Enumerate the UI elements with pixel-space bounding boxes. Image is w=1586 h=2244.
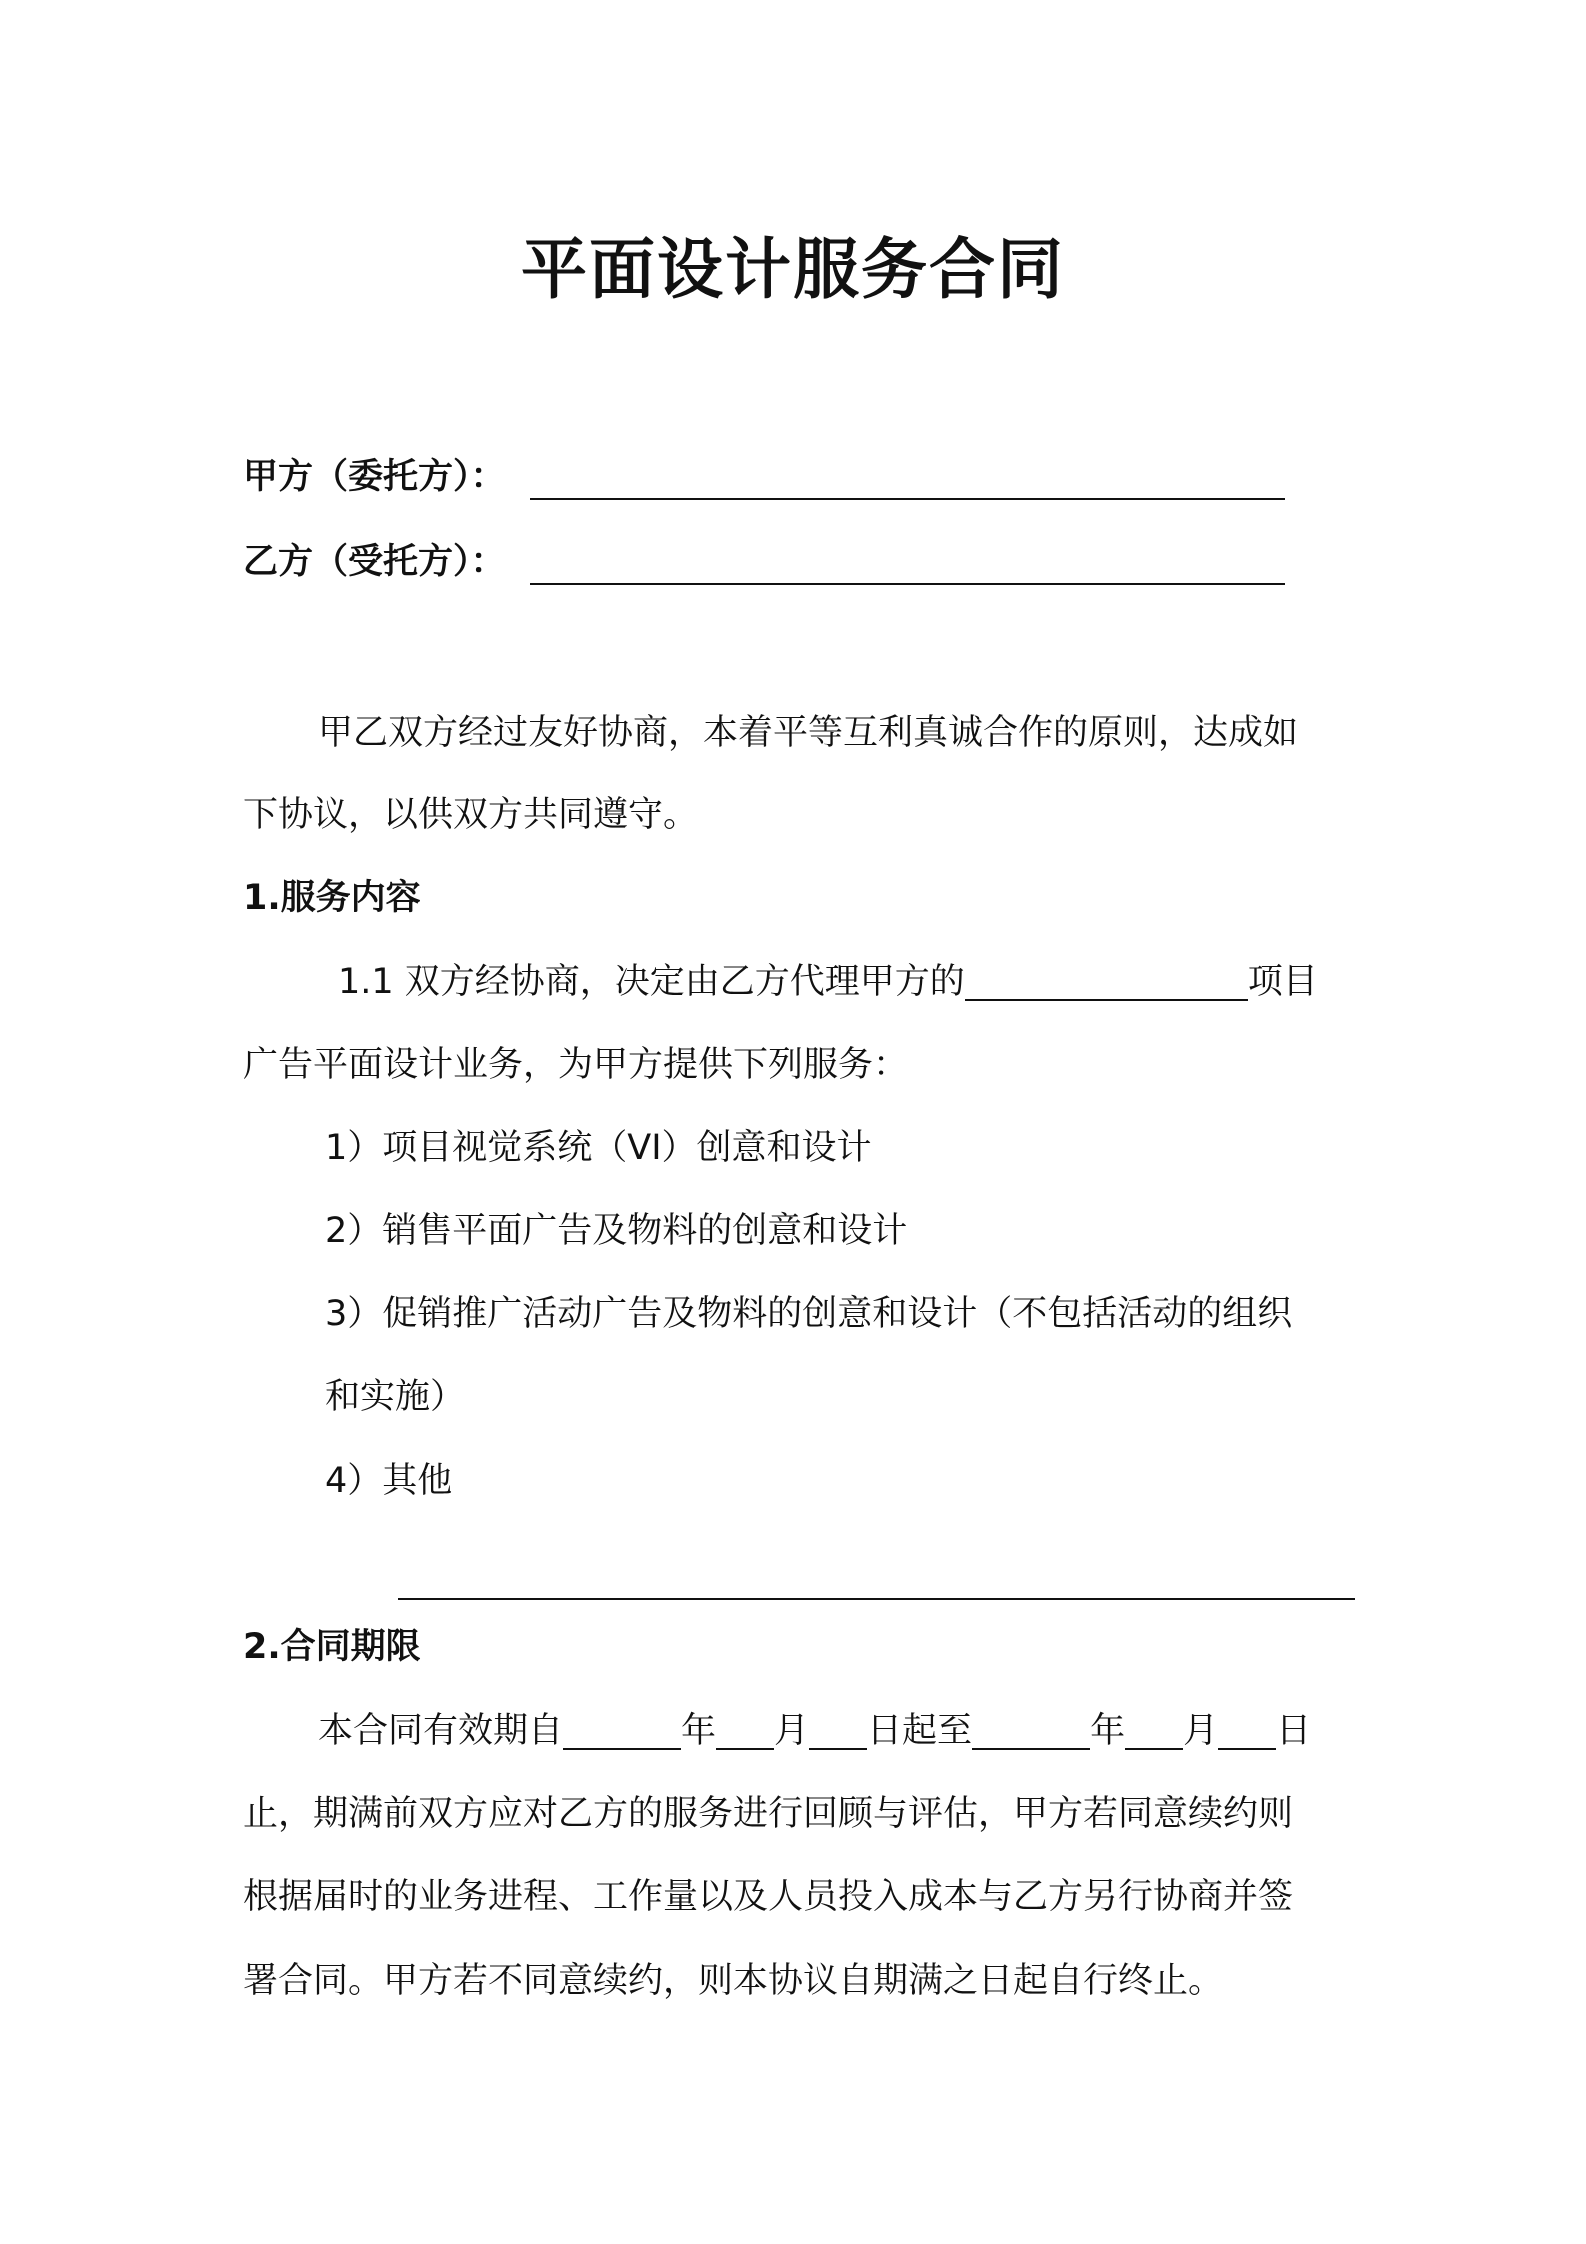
period-prefix: 本合同有效期自 [318, 1711, 564, 1751]
party-a-label: 甲方（委托方）： [243, 457, 506, 497]
start-year-label: 年 [681, 1711, 717, 1751]
party-a-blank[interactable] [530, 498, 1285, 500]
service-item-1: 1）项目视觉系统（VI）创意和设计 [325, 1128, 872, 1168]
end-year-blank[interactable] [972, 1714, 1090, 1750]
party-b-label: 乙方（受托方）： [243, 542, 506, 582]
end-day-blank[interactable] [1218, 1714, 1276, 1750]
party-b-blank[interactable] [530, 583, 1285, 585]
service-item-4: 4）其他 [325, 1461, 453, 1501]
service-item-3-cont: 和实施） [325, 1377, 466, 1417]
end-year-label: 年 [1090, 1711, 1126, 1751]
clause-1-1-text: 1.1 双方经协商，决定由乙方代理甲方的 [338, 962, 965, 1002]
intro-line-2: 下协议，以供双方共同遵守。 [243, 795, 699, 835]
start-day-blank[interactable] [809, 1714, 867, 1750]
clause-1-1-line-2: 广告平面设计业务，为甲方提供下列服务： [243, 1045, 909, 1085]
end-day-label: 日 [1276, 1711, 1312, 1751]
period-line-2: 止，期满前双方应对乙方的服务进行回顾与评估，甲方若同意续约则 [243, 1794, 1294, 1834]
clause-1-1 [338, 957, 1318, 1007]
intro-line-1: 甲乙双方经过友好协商，本着平等互利真诚合作的原则，达成如 [318, 713, 1299, 753]
end-month-blank[interactable] [1125, 1714, 1183, 1750]
start-day-label: 日起至 [867, 1711, 973, 1751]
clause-1-1-suffix: 项目 [1247, 962, 1318, 1002]
project-name-blank[interactable] [965, 965, 1248, 1001]
contract-period-line [318, 1706, 1311, 1756]
period-line-3: 根据届时的业务进程、工作量以及人员投入成本与乙方另行协商并签 [243, 1877, 1294, 1917]
start-month-label: 月 [774, 1711, 810, 1751]
end-month-label: 月 [1183, 1711, 1219, 1751]
other-services-blank[interactable] [398, 1598, 1355, 1600]
section-2-heading: 2.合同期限 [243, 1627, 421, 1667]
period-line-4: 署合同。甲方若不同意续约，则本协议自期满之日起自行终止。 [243, 1961, 1224, 2001]
start-month-blank[interactable] [716, 1714, 774, 1750]
service-item-2: 2）销售平面广告及物料的创意和设计 [325, 1211, 908, 1251]
document-title: 平面设计服务合同 [521, 231, 1065, 308]
service-item-3: 3）促销推广活动广告及物料的创意和设计（不包括活动的组织 [325, 1294, 1293, 1334]
section-1-heading: 1.服务内容 [243, 878, 421, 918]
start-year-blank[interactable] [563, 1714, 681, 1750]
